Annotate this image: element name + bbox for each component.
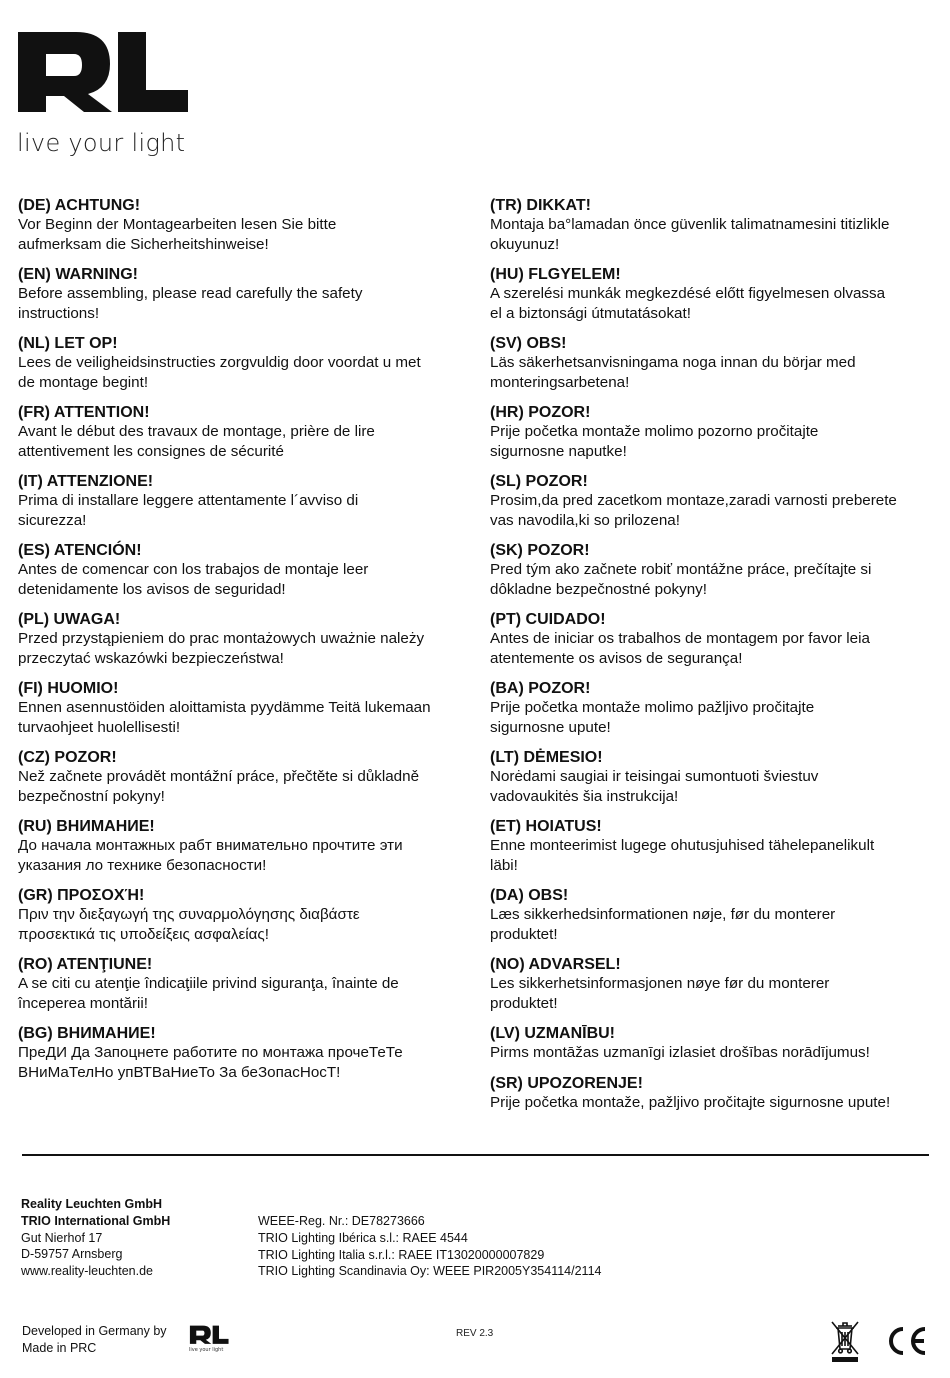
warning-block — [490, 955, 940, 1013]
warning-text: Prije početka montaže molimo pažljivo pročitajte sigurnosne upute! — [490, 699, 815, 736]
warning-text: Läs säkerhetsanvisningama noga innan du börjar med monteringsarbetena! — [490, 354, 856, 391]
warning-block — [490, 886, 940, 944]
warning-text: Enne monteerimist lugege ohutusjuhised tähelepanelikult läbi! — [490, 837, 875, 874]
warning-title: (HU) FLGYELEM! — [490, 266, 621, 283]
warning-title: (SV) OBS! — [490, 335, 567, 352]
warning-text: Antes de iniciar os trabalhos de montagem por favor leia atentemente os avisos de segurança! — [490, 630, 870, 667]
warning-title: (RU) ВНИМАНИЕ! — [18, 818, 155, 835]
warning-text: ПреДИ Да Запоцнете работите по монтажа прочеТеТе ВНиМаТелНо упВТВаНиеТо За беЗопасНосТ! — [18, 1044, 403, 1081]
company-address — [21, 1196, 170, 1280]
warning-text: Montaja ba°lamadan önce güvenlik talimatnamesini titizlikle okuyunuz! — [490, 216, 890, 253]
warning-block — [18, 748, 468, 806]
warning-block — [490, 472, 940, 530]
warning-title: (SL) POZOR! — [490, 473, 588, 490]
warning-title: (NL) LET OP! — [18, 335, 118, 352]
warning-block — [490, 817, 940, 875]
warning-title: (SK) POZOR! — [490, 542, 590, 559]
warning-text: До начала монтажных рабт внимательно прочтите эти указания ло технике безопасности! — [18, 837, 403, 874]
warning-title: (DA) OBS! — [490, 887, 569, 904]
warning-title: (ET) HOIATUS! — [490, 818, 602, 835]
weee-line: WEEE-Reg. Nr.: DE78273666 — [258, 1214, 425, 1228]
warning-title: (DE) ACHTUNG! — [18, 197, 141, 214]
warning-block — [490, 265, 940, 323]
weee-line: TRIO Lighting Ibérica s.l.: RAEE 4544 — [258, 1230, 468, 1245]
small-tagline: live your light — [189, 1347, 224, 1353]
warning-block — [490, 403, 940, 461]
warning-text: Læs sikkerhedsinformationen nøje, før du monterer produktet! — [490, 906, 836, 943]
warning-title: (TR) DIKKAT! — [490, 197, 592, 214]
weee-registrations — [258, 1213, 602, 1280]
warning-block — [490, 196, 940, 254]
warning-title: (FI) HUOMIO! — [18, 680, 119, 697]
rl-logo-graphic — [14, 18, 190, 128]
footer-divider — [22, 1154, 929, 1156]
warnings-left-column — [18, 196, 468, 1093]
warning-block — [18, 886, 468, 944]
warning-block — [490, 748, 940, 806]
company-name-2: TRIO International GmbH — [21, 1213, 171, 1228]
warning-block — [18, 610, 468, 668]
weee-line: TRIO Lighting Italia s.r.l.: RAEE IT13020000007829 — [258, 1247, 545, 1262]
warning-title: (EN) WARNING! — [18, 266, 138, 283]
warning-block — [490, 1024, 940, 1063]
warning-title: (CZ) POZOR! — [18, 749, 117, 766]
brand-tagline: live your light — [17, 129, 186, 157]
crossed-out-wheelie-bin-icon — [829, 1318, 861, 1364]
warning-title: (LT) DĖMESIO! — [490, 749, 603, 766]
weee-line: TRIO Lighting Scandinavia Oy: WEEE PIR2005Y354114/2114 — [258, 1264, 602, 1279]
warning-title: (BG) ВНИМАНИЕ! — [18, 1025, 156, 1042]
warning-block — [18, 472, 468, 530]
warning-text: Avant le début des travaux de montage, prière de lire attentivement les consignes de sécurité — [18, 423, 375, 460]
warning-text: Prije početka montaže molimo pozorno pročitajte sigurnosne naputke! — [490, 423, 819, 460]
warning-title: (GR) ΠΡΟΣΟΧΉ! — [18, 887, 145, 904]
warning-text: Ennen asennustöiden aloittamista pyydämme Teitä lukemaan turvaohjeet huolellisesti! — [18, 699, 431, 736]
warning-text: Przed przystąpieniem do prac montażowych uważnie należy przeczytać wskazówki bezpieczeństwa! — [18, 630, 425, 667]
company-name-1: Reality Leuchten GmbH — [21, 1197, 162, 1211]
company-city: D-59757 Arnsberg — [21, 1247, 123, 1262]
warning-block — [18, 196, 468, 254]
warning-text: Lees de veiligheidsinstructies zorgvuldig door voordat u met de montage begint! — [18, 354, 421, 391]
warning-text: Vor Beginn der Montagearbeiten lesen Sie bitte aufmerksam die Sicherheitshinweise! — [18, 216, 337, 253]
warning-text: Antes de comencar con los trabajos de montaje leer detenidamente los avisos de seguridad! — [18, 561, 369, 598]
warning-block — [490, 610, 940, 668]
warnings-right-column — [490, 196, 940, 1123]
warning-text: A se citi cu atenţie îndicaţiile privind siguranţa, înainte de începerea montării! — [18, 975, 399, 1012]
revision-label: REV 2.3 — [456, 1328, 494, 1339]
warning-block — [18, 679, 468, 737]
warning-title: (RO) ATENŢIUNE! — [18, 956, 153, 973]
warning-text: Prima di installare leggere attentamente l´avviso di sicurezza! — [18, 492, 359, 529]
warning-block — [490, 334, 940, 392]
warning-title: (HR) POZOR! — [490, 404, 591, 421]
warning-title: (IT) ATTENZIONE! — [18, 473, 154, 490]
warning-title: (PL) UWAGA! — [18, 611, 121, 628]
warning-text: Πριν την διεξαγωγή της συναρμολόγησης διαβάστε προσεκτικά τις υποδείξεις ασφαλείας! — [18, 906, 360, 943]
warning-title: (PT) CUIDADO! — [490, 611, 606, 628]
warning-title: (ES) ATENCIÓN! — [18, 542, 142, 559]
warning-text: Prije početka montaže, pažljivo pročitajte sigurnosne upute! — [490, 1093, 891, 1111]
warning-block — [490, 679, 940, 737]
warning-block — [490, 541, 940, 599]
warning-text: Pirms montāžas uzmanīgi izlasiet drošības norādījumus! — [490, 1044, 870, 1061]
warning-text: Pred tým ako začnete robiť montážne práce, prečítajte si dôkladne bezpečnostné pokyny! — [490, 561, 872, 598]
warning-text: Les sikkerhetsinformasjonen nøye før du monterer produktet! — [490, 975, 830, 1012]
warning-text: Norėdami saugiai ir teisingai sumontuoti šviestuv vadovaukitės šia instrukcija! — [490, 768, 819, 805]
warning-text: A szerelési munkák megkezdésé előtt figyelmesen olvassa el a biztonsági útmutatásokat! — [490, 285, 886, 322]
company-website: www.reality-leuchten.de — [21, 1264, 154, 1279]
origin-note — [22, 1323, 167, 1357]
warning-text: Než začnete provádět montážní práce, přečtěte si důkladně bezpečnostní pokyny! — [18, 768, 420, 805]
warning-title: (BA) POZOR! — [490, 680, 591, 697]
warning-block — [18, 403, 468, 461]
ce-mark-icon — [884, 1325, 928, 1357]
warning-block — [18, 955, 468, 1013]
warning-title: (SR) UPOZORENJE! — [490, 1074, 643, 1092]
warning-block — [18, 334, 468, 392]
rl-small-logo-graphic — [189, 1322, 229, 1348]
warning-block — [18, 1024, 468, 1082]
warning-block — [18, 541, 468, 599]
warning-title: (FR) ATTENTION! — [18, 404, 150, 421]
company-street: Gut Nierhof 17 — [21, 1230, 103, 1245]
rl-small-logo — [189, 1322, 229, 1356]
warning-block — [490, 1074, 940, 1113]
warning-text: Prosim,da pred zacetkom montaze,zaradi varnosti preberete vas navodila,ki so prilozena! — [490, 492, 897, 529]
warning-text: Before assembling, please read carefully the safety instructions! — [18, 285, 363, 322]
warning-title: (NO) ADVARSEL! — [490, 956, 621, 973]
made-in-text: Made in PRC — [22, 1341, 97, 1355]
warning-block — [18, 817, 468, 875]
developed-in-text: Developed in Germany by — [22, 1324, 167, 1338]
warning-title: (LV) UZMANĪBU! — [490, 1025, 616, 1042]
warning-block — [18, 265, 468, 323]
